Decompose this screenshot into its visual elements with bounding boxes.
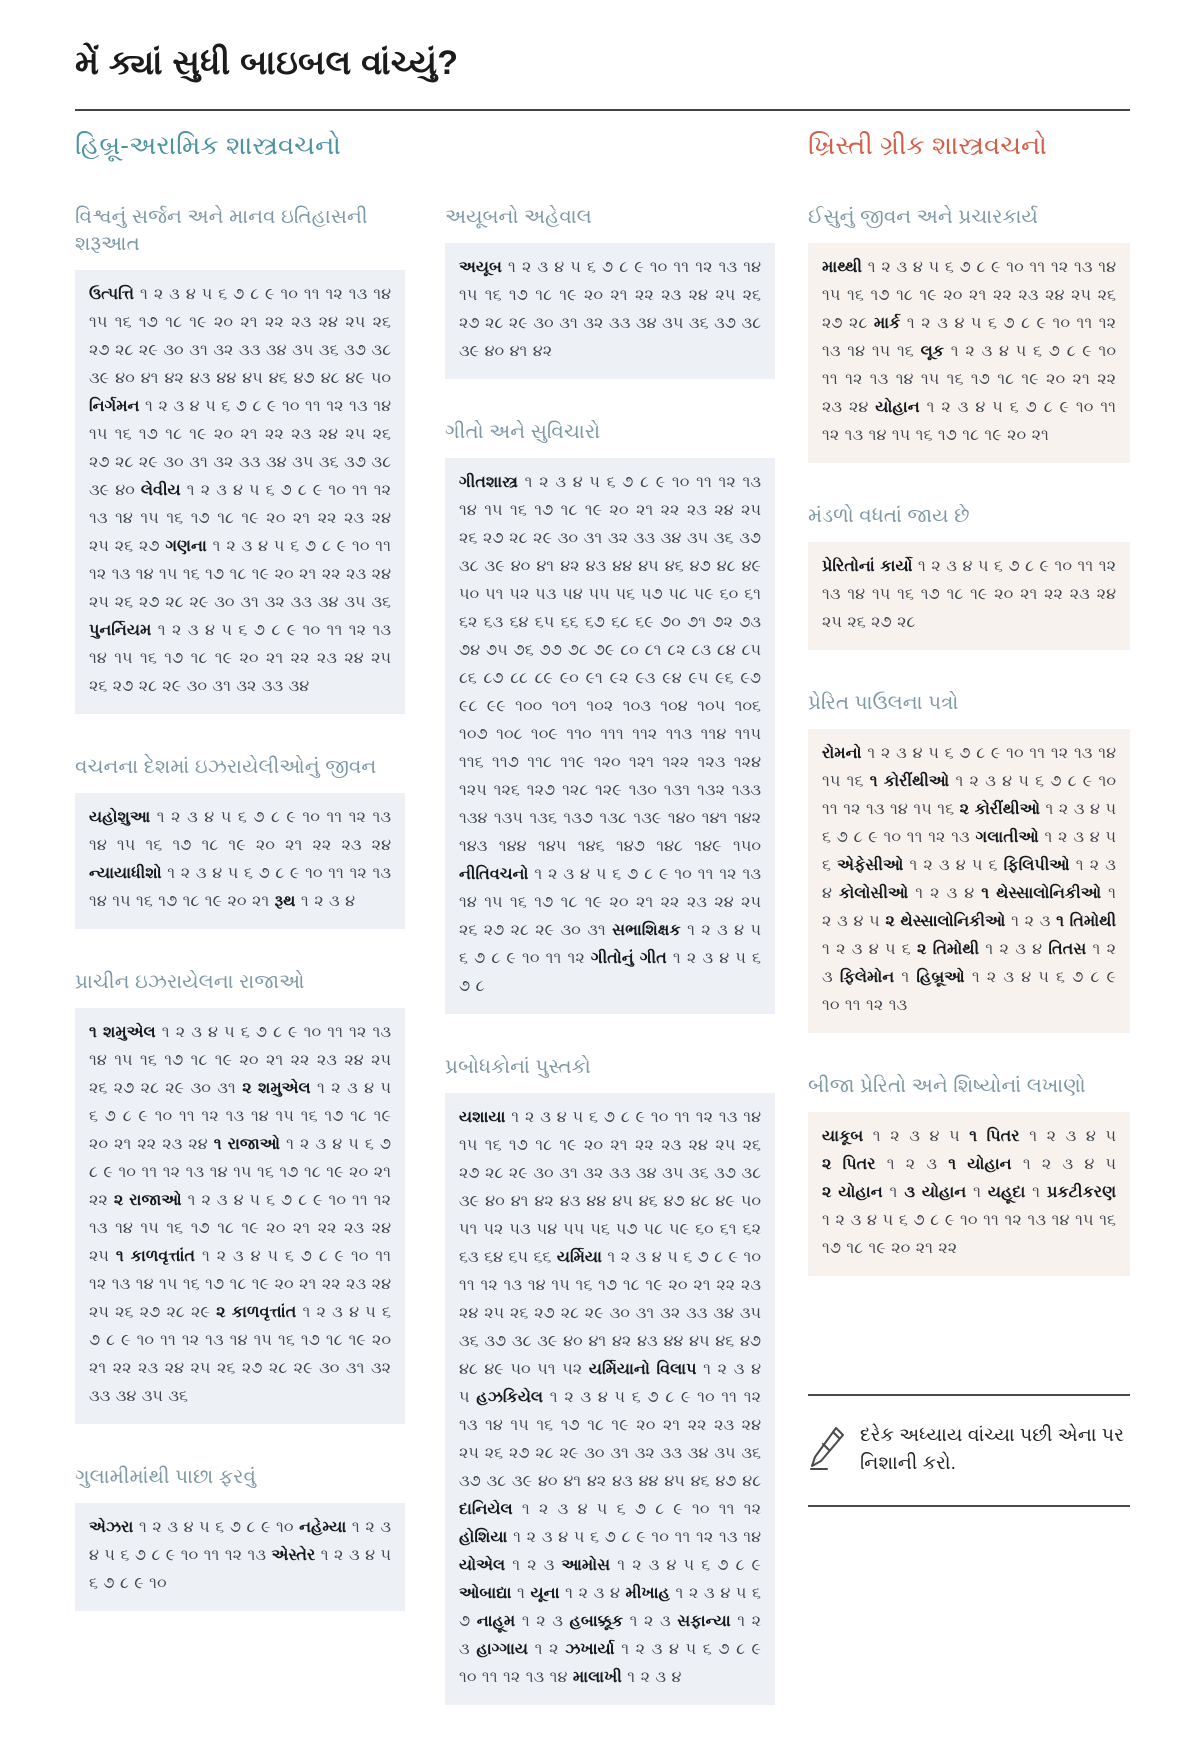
group-title: પ્રેરિત પાઉલના પત્રો: [808, 691, 959, 714]
page-title: મેં ક્યાં સુધી બાઇબલ વાંચ્યું?: [75, 44, 459, 82]
note-text: દરેક અધ્યાય વાંચ્યા પછી એના પર નિશાની કરો.: [860, 1424, 1124, 1474]
chapter-numbers: ૧ ૨ ૩: [629, 1613, 671, 1630]
chapter-numbers: ૧ ૨ ૩ ૪ ૫ ૬ ૭ ૮ ૯ ૧૦ ૧૧ ૧૨ ૧૩ ૧૪ ૧૫ ૧૬ ૧૭ ૧૮ ૧૯ ૨૦ ૨૧ ૨૨ ૨૩ ૨૪ ૨૫ ૨૬ ૨૭ ૨૮ ૨૯ ૩૦ ૩૧ ૩૨ ૩૩ ૩૪ ૩૫ ૩૬ ૩૭ ૩૮ ૩૯ ૪૦: [89, 397, 391, 499]
book-name: નાહૂમ: [476, 1613, 516, 1630]
book-name: માલાખી: [572, 1669, 622, 1686]
group-title: પ્રબોધકોનાં પુસ્તકો: [445, 1056, 591, 1078]
chapter-numbers: ૧ ૨ ૩ ૪ ૫ ૬ ૭ ૮ ૯ ૧૦ ૧૧ ૧૨ ૧૩ ૧૪ ૧૫ ૧૬: [822, 772, 1116, 818]
book-name: નિર્ગમન: [89, 397, 140, 415]
book-name: અયૂબ: [459, 259, 502, 276]
column-middle: [445, 129, 775, 1705]
chapter-numbers: ૧ ૨ ૩ ૪ ૫ ૬ ૭ ૮ ૯ ૧૦ ૧૧ ૧૨ ૧૩ ૧૪ ૧૫ ૧૬ ૧૭ ૧૮ ૧૯ ૨૦ ૨૧ ૨૨ ૨૩ ૨૪ ૨૫ ૨૬ ૨૭ ૨૮ ૨૯ ૩૦ ૩૧: [459, 866, 761, 939]
book-name: પુનર્નિયમ: [89, 621, 152, 639]
group-title: વિશ્વનું સર્જન અને માનવ ઇતિહાસની શરૂઆત: [75, 205, 368, 255]
book-name: ૧ પિતર: [969, 1127, 1020, 1145]
book-name: યૂના: [530, 1585, 560, 1602]
book-group: [808, 690, 1130, 1033]
book-name: ૩ યોહાન: [904, 1183, 967, 1201]
book-name: ન્યાયાધીશો: [89, 864, 162, 882]
chapter-numbers: ૧ ૨ ૩ ૪ ૫ ૬: [822, 828, 1116, 874]
chapter-numbers: ૧: [901, 968, 910, 986]
chapter-numbers: ૧ ૨ ૩ ૪ ૫ ૬ ૭ ૮ ૯ ૧૦ ૧૧ ૧૨ ૧૩ ૧૪ ૧૫ ૧૬ ૧૭ ૧૮ ૧૯ ૨૦ ૨૧ ૨૨ ૨૩ ૨૪ ૨૫ ૨૬ ૨૭ ૨૮ ૨૯ ૩૦ ૩૧ ૩૨ ૩૩ ૩૪ ૩૫ ૩૬ ૩૭ ૩૮ ૩૯ ૪૦ ૪૧ ૪૨ ૪૩ ૪૪ ૪૫ ૪૬ ૪૭ ૪૮ ૪૯ ૫૦ ૫૧ ૫૨ ૫૩ ૫૪ ૫૫ ૫૬ ૫૭ ૫૮ ૫૯ ૬૦ ૬૧ ૬૨ ૬૩ ૬૪ ૬૫ ૬૬ ૬૭ ૬૮ ૬૯ ૭૦ ૭૧ ૭૨ ૭૩ ૭૪ ૭૫ ૭૬ ૭૭ ૭૮ ૭૯ ૮૦ ૮૧ ૮૨ ૮૩ ૮૪ ૮૫ ૮૬ ૮૭ ૮૮ ૮૯ ૯૦ ૯૧ ૯૨ ૯૩ ૯૪ ૯૫ ૯૬ ૯૭ ૯૮ ૯૯ ૧૦૦ ૧૦૧ ૧૦૨ ૧૦૩ ૧૦૪ ૧૦૫ ૧૦૬ ૧૦૭ ૧૦૮ ૧૦૯ ૧૧૦ ૧૧૧ ૧૧૨ ૧૧૩ ૧૧૪ ૧૧૫ ૧૧૬ ૧૧૭ ૧૧૮ ૧૧૯ ૧૨૦ ૧૨૧ ૧૨૨ ૧૨૩ ૧૨૪ ૧૨૫ ૧૨૬ ૧૨૭ ૧૨૮ ૧૨૯ ૧૩૦ ૧૩૧ ૧૩૨ ૧૩૩ ૧૩૪ ૧૩૫ ૧૩૬ ૧૩૭ ૧૩૮ ૧૩૯ ૧૪૦ ૧૪૧ ૧૪૨ ૧૪૩ ૧૪૪ ૧૪૫ ૧૪૬ ૧૪૭ ૧૪૮ ૧૪૯ ૧૫૦: [459, 474, 761, 855]
chapter-numbers: ૧ ૨ ૩: [459, 1613, 762, 1658]
chapter-numbers: ૧ ૨ ૩ ૪ ૫ ૬ ૭ ૮ ૯ ૧૦ ૧૧ ૧૨ ૧૩ ૧૪ ૧૫ ૧૬ ૧૭ ૧૮ ૧૯ ૨૦ ૨૧ ૨૨ ૨૩ ૨૪ ૨૫ ૨૬ ૨૭ ૨૮ ૨૯ ૩૦ ૩૧ ૩૨ ૩૩ ૩૪ ૩૫ ૩૬: [89, 1303, 391, 1405]
group-title: ગુલામીમાંથી પાછા ફરવું: [75, 1465, 256, 1488]
book-group: [75, 204, 405, 714]
book-name: ૨ યોહાન: [822, 1183, 883, 1201]
chapter-numbers: ૧ ૨ ૩ ૪ ૫: [822, 884, 1116, 930]
book-block: [445, 243, 775, 379]
chapter-numbers: ૧ ૨ ૩ ૪: [300, 892, 356, 910]
greek-groups: [808, 204, 1130, 1276]
chapter-numbers: ૧ ૨ ૩ ૪ ૫: [872, 1127, 960, 1145]
content-columns: [75, 129, 1130, 1705]
chapter-numbers: ૧: [973, 1183, 981, 1201]
book-name: ઝખાર્યા: [565, 1641, 615, 1658]
book-block: [808, 243, 1130, 463]
book-block: [445, 1093, 775, 1705]
chapter-numbers: ૧ ૨ ૩ ૪ ૫ ૬ ૭ ૮ ૯ ૧૦ ૧૧ ૧૨ ૧૩ ૧૪ ૧૫ ૧૬: [822, 744, 1116, 790]
book-group: [75, 969, 405, 1424]
column-left: [75, 129, 405, 1611]
book-name: ૨ તિમોથી: [917, 940, 980, 958]
book-name: એફેસીઓ: [837, 856, 904, 874]
chapter-numbers: ૧ ૨ ૩: [822, 940, 1116, 986]
chapter-numbers: ૧ ૨ ૩ ૪ ૫ ૬ ૭ ૮ ૯ ૧૦ ૧૧ ૧૨ ૧૩ ૧૪ ૧૫ ૧૬ ૧૭ ૧૮ ૧૯ ૨૦ ૨૧ ૨૨ ૨૩ ૨૪ ૨૫ ૨૬ ૨૭ ૨૮ ૨૯ ૩૦ ૩૧ ૩૨ ૩૩ ૩૪ ૩૫ ૩૬ ૩૭ ૩૮ ૩૯ ૪૦ ૪૧ ૪૨ ૪૩ ૪૪ ૪૫ ૪૬ ૪૭ ૪૮ ૪૯ ૫૦: [89, 285, 391, 387]
group-title: ગીતો અને સુવિચારો: [445, 421, 601, 443]
chapter-numbers: ૧ ૨ ૩ ૪ ૫: [459, 1361, 761, 1406]
book-name: યર્મિયા: [556, 1249, 602, 1266]
book-name: મીખાહ: [625, 1585, 670, 1602]
group-title: અયૂબનો અહેવાલ: [445, 206, 592, 228]
hebrew-section-heading: હિબ્રૂ-અરામિક શાસ્ત્રવચનો: [75, 130, 341, 160]
pencil-icon: [810, 1425, 846, 1471]
chapter-numbers: ૧: [1032, 1183, 1041, 1201]
group-title: વચનના દેશમાં ઇઝરાયેલીઓનું જીવન: [75, 755, 377, 778]
column-right: [808, 129, 1130, 1507]
chapter-numbers: ૧ ૨ ૩ ૪ ૫ ૬ ૭ ૮ ૯ ૧૦ ૧૧ ૧૨ ૧૩ ૧૪ ૧૫ ૧૬ ૧૭ ૧૮ ૧૯ ૨૦ ૨૧ ૨૨ ૨૩ ૨૪ ૨૫ ૨૬ ૨૭ ૨૮ ૨૯ ૩૦ ૩૧ ૩૨ ૩૩ ૩૪: [89, 621, 391, 695]
book-name: ૨ કાળવૃત્તાંત: [216, 1303, 297, 1321]
chapter-numbers: ૧ ૨ ૩ ૪ ૫: [1022, 1155, 1116, 1173]
chapter-numbers: ૧ ૨ ૩ ૪ ૫ ૬ ૭ ૮ ૯: [617, 1557, 761, 1574]
book-name: ૨ પિતર: [822, 1155, 876, 1173]
chapter-numbers: ૧ ૨ ૩ ૪ ૫ ૬ ૭ ૮ ૯ ૧૦ ૧૧ ૧૨ ૧૩ ૧૪ ૧૫ ૧૬ ૧૭ ૧૮ ૧૯ ૨૦ ૨૧ ૨૨ ૨૩ ૨૪ ૨૫: [89, 1191, 391, 1265]
chapter-numbers: ૧ ૨ ૩ ૪ ૫ ૬ ૭ ૮ ૯ ૧૦ ૧૧ ૧૨ ૧૩ ૧૪: [459, 1641, 762, 1686]
chapter-numbers: ૧ ૨ ૩ ૪ ૫ ૬ ૭: [459, 1585, 762, 1630]
book-block: [445, 458, 775, 1014]
chapter-numbers: ૧ ૨ ૩: [521, 1613, 563, 1630]
book-name: સફાન્યા: [677, 1613, 731, 1630]
book-name: યાકૂબ: [822, 1127, 864, 1145]
chapter-numbers: ૧ ૨ ૩: [512, 1557, 555, 1574]
chapter-numbers: ૧ ૨ ૩ ૪ ૫ ૬: [909, 856, 998, 874]
book-name: હાગ્ગાય: [476, 1641, 528, 1658]
book-block: [75, 793, 405, 929]
book-name: દાનિયેલ: [459, 1501, 513, 1518]
greek-section-heading: ખ્રિસ્તી ગ્રીક શાસ્ત્રવચનો: [808, 130, 1047, 160]
chapter-numbers: ૧ ૨ ૩ ૪ ૫ ૬: [822, 940, 911, 958]
book-block: [808, 542, 1130, 650]
chapter-numbers: ૧ ૨ ૩ ૪ ૫ ૬ ૭ ૮ ૯ ૧૦ ૧૧ ૧૨: [459, 922, 761, 967]
book-name: કોલોસીઓ: [838, 884, 909, 902]
chapter-numbers: ૧ ૨ ૩ ૪ ૫ ૬ ૭ ૮: [459, 950, 761, 995]
book-name: ૨ થેસ્સાલોનિકીઓ: [885, 912, 1006, 930]
book-name: ૧ કાળવૃત્તાંત: [115, 1247, 196, 1265]
chapter-numbers: ૧: [889, 1183, 898, 1201]
book-name: યહૂદા: [987, 1183, 1026, 1201]
book-name: ૧ યોહાન: [948, 1155, 1012, 1173]
chapter-numbers: ૧ ૨ ૩ ૪ ૫ ૬ ૭ ૮ ૯ ૧૦ ૧૧ ૧૨ ૧૩: [822, 968, 1116, 1014]
chapter-numbers: ૧ ૨ ૩ ૪ ૫ ૬ ૭ ૮ ૯ ૧૦ ૧૧ ૧૨ ૧૩ ૧૪ ૧૫ ૧૬ ૧૭ ૧૮ ૧૯ ૨૦ ૨૧ ૨૨ ૨૩ ૨૪: [89, 808, 391, 854]
column-spacer: [445, 129, 775, 204]
chapter-numbers: ૧ ૨ ૩ ૪ ૫: [1029, 1127, 1116, 1145]
book-group: [808, 503, 1130, 650]
chapter-numbers: ૧ ૨ ૩ ૪ ૫ ૬ ૭ ૮ ૯ ૧૦ ૧૧ ૧૨ ૧૩ ૧૪ ૧૫ ૧૬ ૧૭ ૧૮ ૧૯ ૨૦ ૨૧ ૨૨ ૨૩ ૨૪ ૨૫ ૨૬ ૨૭ ૨૮ ૨૯ ૩૦ ૩૧ ૩૨ ૩૩ ૩૪ ૩૫ ૩૬ ૩૭ ૩૮ ૩૯ ૪૦ ૪૧ ૪૨: [459, 259, 761, 360]
book-group: [75, 754, 405, 929]
chapter-numbers: ૧: [517, 1585, 525, 1602]
book-name: તિતસ: [1048, 940, 1087, 958]
book-name: પ્રકટીકરણ: [1046, 1183, 1117, 1201]
book-name: ઉત્પત્તિ: [89, 285, 135, 303]
book-name: ૨ શમુએલ: [242, 1079, 311, 1097]
group-title: પ્રાચીન ઇઝરાયેલના રાજાઓ: [75, 970, 305, 993]
chapter-numbers: ૧ ૨ ૩ ૪ ૫ ૬ ૭ ૮ ૯ ૧૦ ૧૧ ૧૨ ૧૩ ૧૪ ૧૫ ૧૬ ૧૭ ૧૮ ૧૯ ૨૦ ૨૧ ૨૨ ૨૩ ૨૪ ૨૫ ૨૬ ૨૭: [89, 481, 391, 555]
chapter-numbers: ૧ ૨ ૩ ૪ ૫ ૬ ૭ ૮ ૯ ૧૦ ૧૧ ૧૨ ૧૩ ૧૪ ૧૫ ૧૬ ૧૭ ૧૮ ૧૯ ૨૦ ૨૧ ૨૨ ૨૩ ૨૪ ૨૫ ૨૬ ૨૭ ૨૮ ૨૯ ૩૦ ૩૧ ૩૨ ૩૩ ૩૪ ૩૫ ૩૬: [89, 537, 391, 611]
chapter-numbers: ૧ ૨: [534, 1641, 559, 1658]
chapter-numbers: ૧ ૨ ૩ ૪ ૫ ૬ ૭ ૮ ૯ ૧૦ ૧૧ ૧૨ ૧૩ ૧૪ ૧૫ ૧૬ ૧૭ ૧૮ ૧૯ ૨૦ ૨૧ ૨૨ ૨૩ ૨૪ ૨૫ ૨૬ ૨૭ ૨૮ ૨૯ ૩૦ ૩૧ ૩૨ ૩૩ ૩૪ ૩૫ ૩૬ ૩૭ ૩૮ ૩૯ ૪૦ ૪૧ ૪૨ ૪૩ ૪૪ ૪૫ ૪૬ ૪૭ ૪૮ ૪૯ ૫૦ ૫૧ ૫૨ ૫૩ ૫૪ ૫૫ ૫૬ ૫૭ ૫૮ ૫૯ ૬૦ ૬૧ ૬૨ ૬૩ ૬૪ ૬૫ ૬૬: [459, 1109, 761, 1266]
book-name: યોએલ: [459, 1557, 506, 1574]
book-name: આમોસ: [561, 1557, 611, 1574]
chapter-numbers: ૧ ૨ ૩ ૪: [565, 1585, 620, 1602]
chapter-numbers: ૧ ૨ ૩ ૪: [985, 940, 1043, 958]
book-name: લૂક: [920, 342, 944, 360]
chapter-numbers: ૧ ૨ ૩ ૪ ૫ ૬ ૭ ૮ ૯ ૧૦ ૧૧ ૧૨ ૧૩ ૧૪ ૧૫ ૧૬ ૧૭ ૧૮ ૧૯ ૨૦ ૨૧ ૨૨ ૨૩ ૨૪ ૨૫ ૨૬ ૨૭ ૨૮ ૨૯ ૩૦ ૩૧ ૩૨ ૩૩ ૩૪ ૩૫ ૩૬ ૩૭ ૩૮ ૩૯ ૪૦ ૪૧ ૪૨ ૪૩ ૪૪ ૪૫ ૪૬ ૪૭ ૪૮: [459, 1389, 761, 1490]
chapter-numbers: ૧ ૨ ૩ ૪ ૫ ૬ ૭ ૮ ૯ ૧૦ ૧૧ ૧૨ ૧૩ ૧૪ ૧૫ ૧૬: [822, 314, 1117, 360]
book-name: ૧ રાજાઓ: [213, 1135, 281, 1153]
book-name: ૧ શમુએલ: [89, 1023, 156, 1041]
book-name: ગીતોનું ગીત: [590, 950, 667, 967]
chapter-numbers: ૧ ૨ ૩ ૪ ૫ ૬ ૭ ૮ ૯ ૧૦ ૧૧ ૧૨ ૧૩ ૧૪: [513, 1529, 761, 1546]
book-block: [75, 270, 405, 714]
chapter-numbers: ૧ ૨ ૩ ૪: [627, 1669, 682, 1686]
chapter-numbers: ૧ ૨ ૩ ૪ ૫ ૬ ૭ ૮ ૯ ૧૦ ૧૧ ૧૨ ૧૩ ૧૪ ૧૫ ૧૬ ૧૭ ૧૮ ૧૯ ૨૦ ૨૧ ૨૨ ૨૩ ૨૪: [822, 342, 1117, 416]
book-name: ૧ થેસ્સાલોનિકીઓ: [981, 884, 1102, 902]
book-name: ૨ રાજાઓ: [113, 1191, 182, 1209]
group-title: ઈસુનું જીવન અને પ્રચારકાર્ય: [808, 205, 1038, 228]
chapter-numbers: ૧ ૨ ૩ ૪ ૫ ૬ ૭ ૮ ૯ ૧૦ ૧૧ ૧૨ ૧૩ ૧૪ ૧૫ ૧૬ ૧૭ ૧૮ ૧૯ ૨૦ ૨૧ ૨૨ ૨૩ ૨૪ ૨૫ ૨૬ ૨૭ ૨૮ ૨૯ ૩૦ ૩૧: [89, 1023, 391, 1097]
book-name: ૨ કોરીંથીઓ: [959, 800, 1040, 818]
book-name: સભાશિક્ષક: [612, 922, 681, 939]
chapter-numbers: ૧ ૨ ૩ ૪ ૫ ૬ ૭ ૮ ૯ ૧૦ ૧૧ ૧૨ ૧૩ ૧૪ ૧૫ ૧૬ ૧૭ ૧૮ ૧૯ ૨૦ ૨૧ ૨૨: [89, 1135, 391, 1209]
book-name: ગણના: [165, 537, 207, 555]
chapter-numbers: ૧ ૨ ૩ ૪ ૫ ૬ ૭ ૮ ૯ ૧૦ ૧૧ ૧૨ ૧૩ ૧૪ ૧૫ ૧૬ ૧૭ ૧૮ ૧૯ ૨૦ ૨૧ ૨૨ ૨૩ ૨૪: [89, 1079, 391, 1153]
book-name: યર્મિયાનો વિલાપ: [588, 1361, 697, 1378]
book-name: રોમનો: [822, 744, 862, 762]
book-name: રૂથ: [274, 892, 296, 910]
book-name: લેવીય: [140, 481, 181, 499]
book-name: એસ્તેર: [271, 1546, 316, 1564]
book-name: યોહાન: [875, 398, 920, 416]
book-block: [808, 1112, 1130, 1276]
book-group: [808, 204, 1130, 463]
book-name: યહોશુઆ: [89, 808, 151, 826]
book-name: ફિલિપીઓ: [1003, 856, 1070, 874]
chapter-numbers: ૧ ૨ ૩: [1011, 912, 1051, 930]
group-title: મંડળો વધતાં જાય છે: [808, 504, 970, 527]
book-name: પ્રેરિતોનાં કાર્યો: [822, 557, 913, 575]
chapter-numbers: ૧ ૨ ૩ ૪ ૫ ૬ ૭ ૮ ૯ ૧૦ ૧૧ ૧૨ ૧૩ ૧૪ ૧૫ ૧૬ ૧૭ ૧૮ ૧૯ ૨૦ ૨૧: [89, 864, 391, 910]
chapter-numbers: ૧ ૨ ૩ ૪ ૫ ૬ ૭ ૮ ૯ ૧૦ ૧૧ ૧૨ ૧૩ ૧૪ ૧૫ ૧૬ ૧૭ ૧૮ ૧૯ ૨૦ ૨૧ ૨૨ ૨૩ ૨૪ ૨૫ ૨૬ ૨૭ ૨૮: [822, 258, 1116, 332]
chapter-numbers: ૧ ૨ ૩ ૪ ૫ ૬ ૭ ૮ ૯ ૧૦ ૧૧ ૧૨ ૧૩ ૧૪ ૧૫ ૧૬ ૧૭ ૧૮ ૧૯ ૨૦ ૨૧ ૨૨ ૨૩ ૨૪ ૨૫ ૨૬ ૨૭ ૨૮ ૨૯ ૩૦ ૩૧ ૩૨ ૩૩ ૩૪ ૩૫ ૩૬ ૩૭ ૩૮ ૩૯ ૪૦ ૪૧ ૪૨ ૪૩ ૪૪ ૪૫ ૪૬ ૪૭ ૪૮ ૪૯ ૫૦ ૫૧ ૫૨: [459, 1249, 761, 1378]
chapter-numbers: ૧ ૨ ૩ ૪ ૫ ૬ ૭ ૮ ૯ ૧૦ ૧૧ ૧૨: [521, 1501, 761, 1518]
hebrew-groups-left: [75, 204, 405, 1611]
book-name: માથ્થી: [822, 258, 862, 276]
chapter-numbers: ૧ ૨ ૩ ૪ ૫ ૬ ૭ ૮ ૯ ૧૦ ૧૧ ૧૨ ૧૩: [89, 1518, 392, 1564]
book-name: ફિલેમોન: [839, 968, 895, 986]
chapter-numbers: ૧ ૨ ૩ ૪ ૫ ૬ ૭ ૮ ૯ ૧૦ ૧૧ ૧૨ ૧૩ ૧૪ ૧૫ ૧૬ ૧૭ ૧૮ ૧૯ ૨૦ ૨૧ ૨૨ ૨૩ ૨૪ ૨૫ ૨૬ ૨૭ ૨૮: [822, 557, 1116, 631]
book-block: [75, 1503, 405, 1611]
book-name: હબાક્કૂક: [569, 1613, 624, 1630]
book-name: ૧ તિમોથી: [1056, 912, 1117, 930]
chapter-numbers: ૧ ૨ ૩: [886, 1155, 938, 1173]
book-name: નહેમ્યા: [299, 1518, 347, 1536]
group-title: બીજા પ્રેરિતો અને શિષ્યોનાં લખાણો: [808, 1074, 1086, 1097]
book-block: [75, 1008, 405, 1424]
chapter-numbers: ૧ ૨ ૩ ૪ ૫ ૬ ૭ ૮ ૯ ૧૦: [89, 1546, 391, 1592]
book-name: ઓબાદ્યા: [459, 1585, 512, 1602]
chapter-numbers: ૧ ૨ ૩ ૪ ૫ ૬ ૭ ૮ ૯ ૧૦ ૧૧ ૧૨ ૧૩ ૧૪ ૧૫ ૧૬ ૧૭ ૧૮ ૧૯ ૨૦ ૨૧: [822, 398, 1117, 444]
reminder-note: [808, 1394, 1130, 1507]
book-name: યશાયા: [459, 1109, 506, 1126]
book-group: [445, 419, 775, 1014]
book-name: એઝરા: [89, 1518, 134, 1536]
chapter-numbers: ૧ ૨ ૩ ૪ ૫ ૬ ૭ ૮ ૯ ૧૦ ૧૧ ૧૨ ૧૩: [822, 800, 1117, 846]
book-group: [445, 1054, 775, 1705]
chapter-numbers: ૧ ૨ ૩ ૪: [915, 884, 975, 902]
chapter-numbers: ૧ ૨ ૩ ૪ ૫ ૬ ૭ ૮ ૯ ૧૦: [138, 1518, 294, 1536]
book-block: [808, 729, 1130, 1033]
title-rule: [75, 109, 1130, 111]
book-name: નીતિવચનો: [459, 866, 529, 883]
book-name: હોશિયા: [459, 1529, 508, 1546]
book-name: ૧ કોરીંથીઓ: [869, 772, 950, 790]
book-name: હિબ્રૂઓ: [916, 968, 965, 986]
book-group: [808, 1073, 1130, 1276]
chapter-numbers: ૧ ૨ ૩ ૪ ૫ ૬ ૭ ૮ ૯ ૧૦ ૧૧ ૧૨ ૧૩ ૧૪ ૧૫ ૧૬ ૧૭ ૧૮ ૧૯ ૨૦ ૨૧ ૨૨: [822, 1211, 1116, 1257]
hebrew-groups-middle: [445, 204, 775, 1705]
book-name: હઝકિયેલ: [476, 1389, 544, 1406]
book-name: માર્ક: [873, 314, 901, 332]
book-group: [445, 204, 775, 379]
chapter-numbers: ૧ ૨ ૩ ૪: [822, 856, 1116, 902]
book-name: ગલાતીઓ: [975, 828, 1039, 846]
book-group: [75, 1464, 405, 1611]
chapter-numbers: ૧ ૨ ૩ ૪ ૫ ૬ ૭ ૮ ૯ ૧૦ ૧૧ ૧૨ ૧૩ ૧૪ ૧૫ ૧૬ ૧૭ ૧૮ ૧૯ ૨૦ ૨૧ ૨૨ ૨૩ ૨૪ ૨૫ ૨૬ ૨૭ ૨૮ ૨૯: [89, 1247, 392, 1321]
book-name: ગીતશાસ્ત્ર: [459, 474, 518, 491]
